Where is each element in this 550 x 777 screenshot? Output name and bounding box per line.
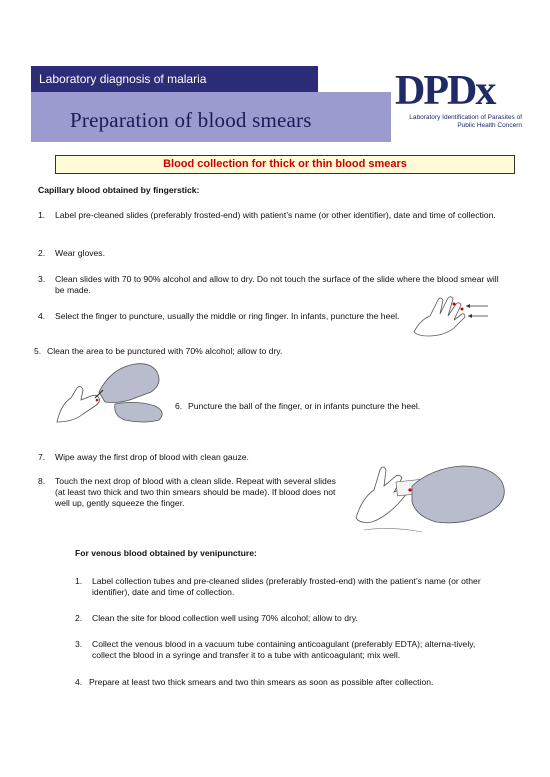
step-text: Clean the site for blood collection well using 70% alcohol; allow to dry.: [92, 613, 358, 623]
step-text: Label collection tubes and pre-cleaned slides (preferably frosted-end) with the patient’s name (or other identifier), date and time of collection.: [92, 576, 481, 597]
venous-step: [75, 576, 495, 600]
step-text: Collect the venous blood in a vacuum tube containing anticoagulant (preferably EDTA); alterna-tively, collect the blood in a syringe and transfer it to a tube with anticoagulant; mix well.: [92, 639, 476, 660]
header-band-text: Laboratory diagnosis of malaria: [39, 72, 207, 86]
step-number: 2.: [75, 613, 83, 623]
capillary-step: [34, 346, 506, 358]
capillary-step: [38, 248, 510, 260]
venous-step: [75, 639, 495, 663]
slide-touch-illustration: [352, 456, 517, 541]
step-text: Wear gloves.: [55, 248, 105, 258]
capillary-step: [38, 476, 348, 512]
step-text: Label pre-cleaned slides (preferably frosted-end) with patient’s name (or other identifier), date and time of collection.: [55, 210, 496, 220]
header-band-dark: [31, 66, 318, 92]
dpdx-logo: [395, 68, 525, 148]
capillary-step: [38, 210, 510, 234]
section-title-box: [55, 155, 515, 174]
venous-step: [75, 613, 495, 625]
page-title: Preparation of blood smears: [70, 108, 312, 132]
step-number: 8.: [38, 476, 46, 486]
logo-subtitle: Laboratory Identification of Parasites of Public Health Concern: [409, 114, 522, 129]
step-number: 1.: [38, 210, 46, 220]
capillary-heading: Capillary blood obtained by fingerstick:: [38, 185, 200, 195]
step-text: Touch the next drop of blood with a clean slide. Repeat with several slides (at least two thick and two thin smears should be made). If blood does not well up, gently squeeze the finger.: [55, 476, 336, 508]
step-text: Wipe away the first drop of blood with clean gauze.: [55, 452, 249, 462]
logo-text: DPDx: [395, 68, 495, 114]
step-number: 3.: [75, 639, 83, 649]
step-text: Prepare at least two thick smears and two thin smears as soon as possible after collection.: [89, 677, 434, 687]
step-number: 6.: [175, 401, 183, 411]
venous-step: [75, 677, 495, 689]
step-number: 5.: [34, 346, 42, 356]
step-text: Clean slides with 70 to 90% alcohol and allow to dry. Do not touch the surface of the slide where the blood smear will be made.: [55, 274, 499, 295]
step-number: 4.: [38, 311, 46, 321]
section-title: Blood collection for thick or thin blood smears: [163, 158, 407, 170]
step-number: 2.: [38, 248, 46, 258]
capillary-step: [38, 311, 403, 335]
step-text: Clean the area to be punctured with 70% alcohol; allow to dry.: [47, 346, 283, 356]
step-number: 4.: [75, 677, 83, 687]
step-number: 7.: [38, 452, 46, 462]
capillary-step: [175, 401, 505, 413]
finger-puncture-illustration: [55, 358, 175, 426]
step-number: 1.: [75, 576, 83, 586]
venous-heading: For venous blood obtained by venipuncture:: [75, 548, 257, 558]
step-text: Select the finger to puncture, usually the middle or ring finger. In infants, puncture the heel.: [55, 311, 400, 321]
step-text: Puncture the ball of the finger, or in infants puncture the heel.: [188, 401, 421, 411]
hand-finger-illustration: [410, 292, 490, 340]
step-number: 3.: [38, 274, 46, 284]
